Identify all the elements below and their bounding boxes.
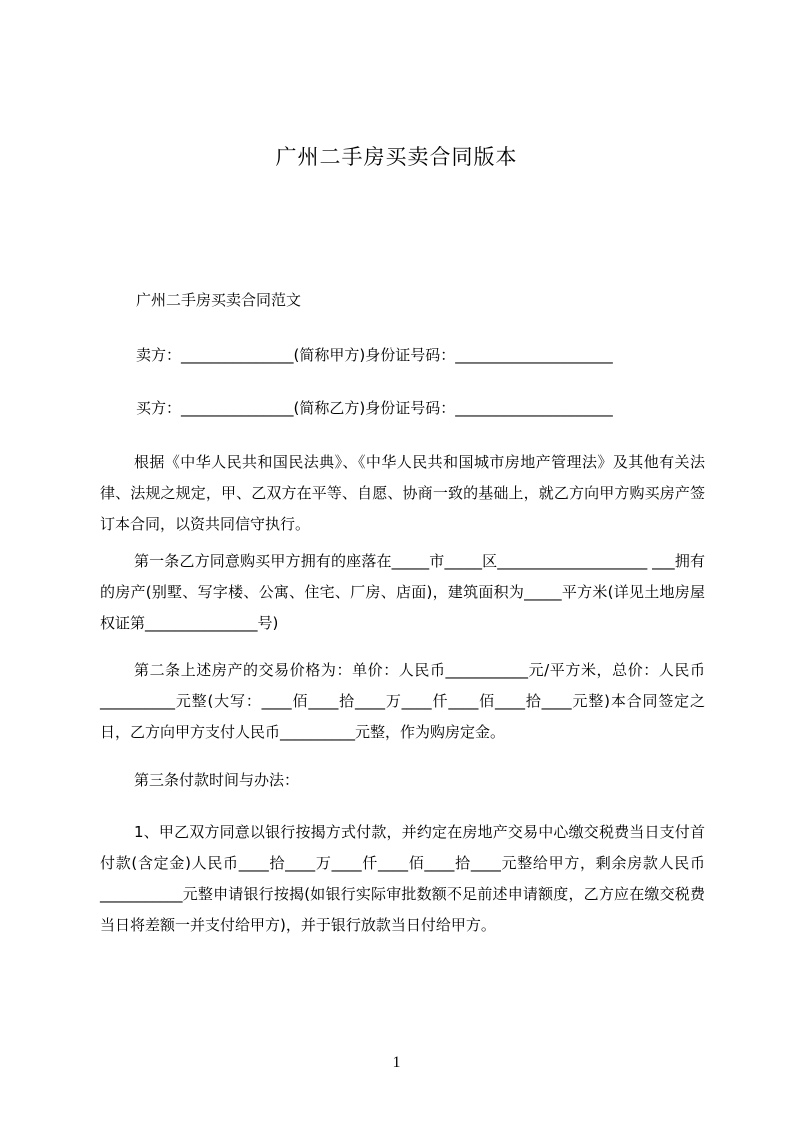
paragraph-text: 第一条乙方同意购买甲方拥有的座落在_____市_____区____________________ ___拥有的房产(别墅、写字楼、公寓、住宅、厂房、店面)，建筑面积为_____平方米(详见土地房屋权证第_______________号) — [100, 552, 705, 632]
paragraph-article-2 — [100, 655, 705, 748]
paragraph-text: 第三条付款时间与办法： — [134, 771, 300, 789]
paragraph-preamble — [100, 447, 705, 540]
paragraph-article-3-heading — [100, 765, 705, 796]
page-number: 1 — [392, 1054, 401, 1071]
document-title: 广州二手房买卖合同版本 — [275, 145, 518, 169]
buyer-line: 买方：_______________(简称乙方)身份证号码：_____________________ — [136, 399, 613, 417]
seller-line: 卖方：_______________(简称甲方)身份证号码：_____________________ — [136, 346, 613, 364]
paragraph-article-3-item-1 — [100, 817, 705, 941]
subtitle: 广州二手房买卖合同范文 — [136, 291, 302, 309]
paragraph-text: 1、甲乙双方同意以银行按揭方式付款，并约定在房地产交易中心缴交税费当日支付首付款(含定金)人民币____拾____万____仟____佰____拾____元整给甲方，剩余房款人民币___________元整申请银行按揭(如银行实际审批数额不足前述申请额度，乙方应在缴交税费当日将差额一并支付给甲方)，并于银行放款当日付给甲方。 — [100, 823, 705, 934]
paragraph-text: 第二条上述房产的交易价格为：单价：人民币___________元/平方米，总价：人民币__________元整(大写：____佰____拾____万____仟____佰____拾____元整)本合同签定之日，乙方向甲方支付人民币__________元整，作为购房定金。 — [100, 661, 705, 741]
paragraph-article-1 — [100, 546, 705, 639]
paragraph-text: 根据《中华人民共和国民法典》、《中华人民共和国城市房地产管理法》及其他有关法律、法规之规定，甲、乙双方在平等、自愿、协商一致的基础上，就乙方向甲方购买房产签订本合同，以资共同信守执行。 — [100, 453, 705, 533]
